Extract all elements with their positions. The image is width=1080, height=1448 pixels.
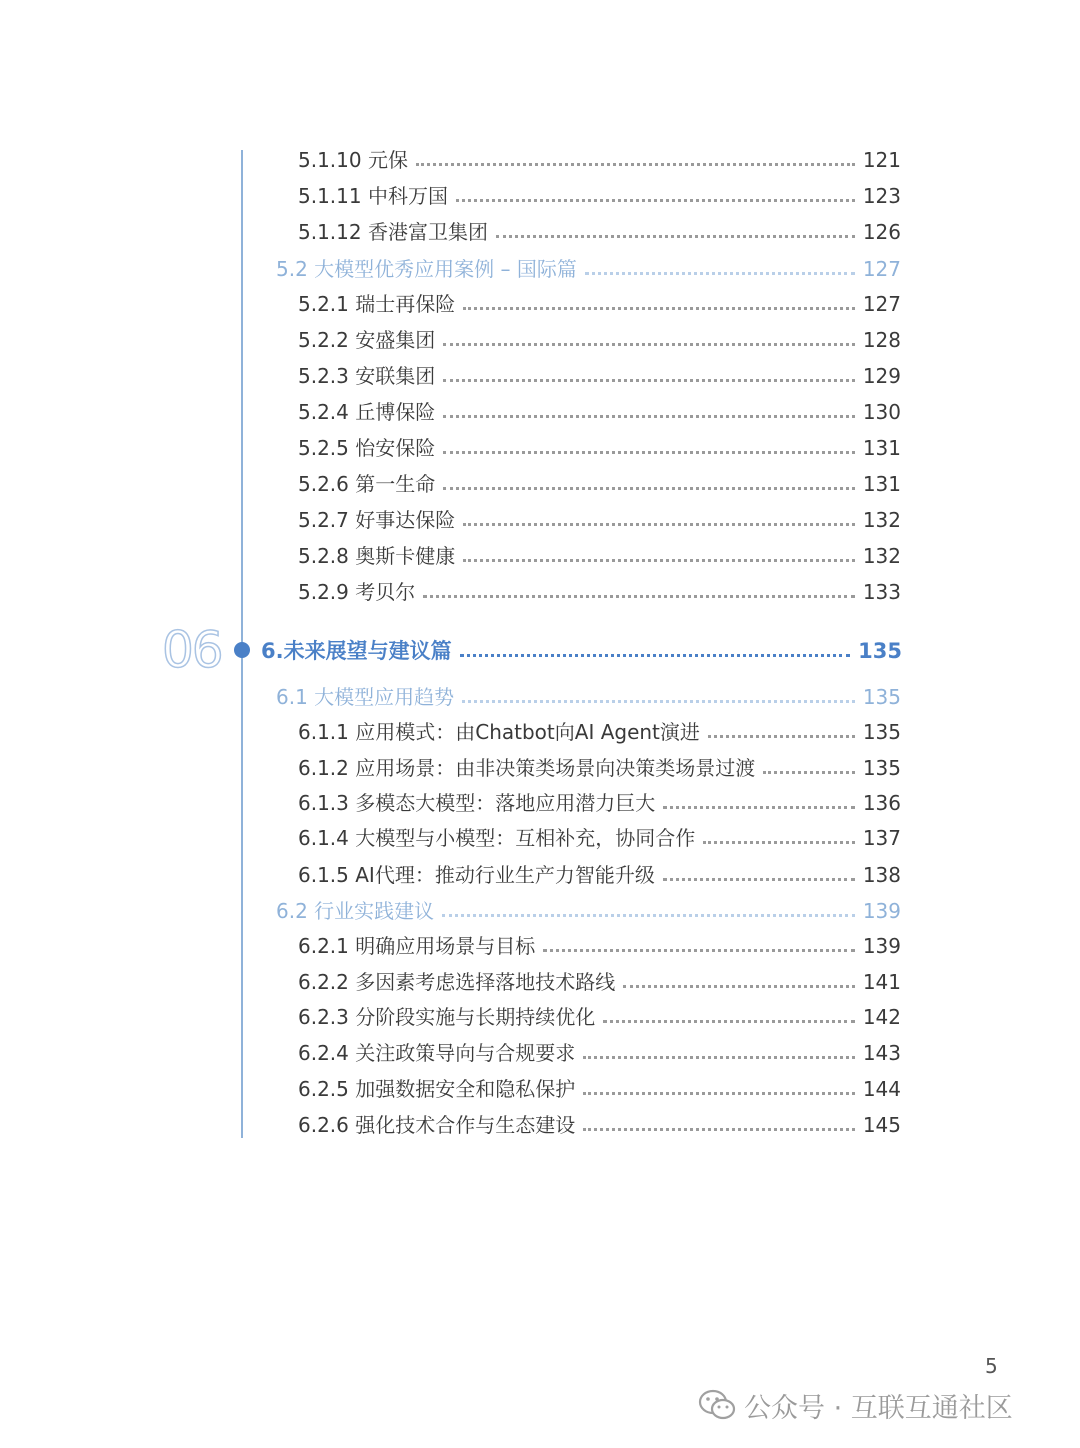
- toc-entry-sub[interactable]: [298, 752, 901, 784]
- dot-leader: [463, 559, 855, 562]
- toc-entry-page: 129: [862, 364, 901, 388]
- dot-leader: [623, 985, 855, 988]
- toc-entry-title: 5.2.2 安盛集团: [298, 328, 436, 352]
- toc-entry-sec[interactable]: [276, 681, 901, 713]
- dot-leader: [763, 771, 855, 774]
- dot-leader: [663, 806, 855, 809]
- toc-entry-title: 5.2.8 奥斯卡健康: [298, 544, 456, 568]
- toc-entry-title: 5.2.7 好事达保险: [298, 508, 456, 532]
- toc-entry-page: 139: [862, 899, 901, 923]
- dot-leader: [496, 235, 855, 238]
- toc-entry-sec[interactable]: [276, 253, 901, 285]
- toc-entry-sub[interactable]: [298, 859, 901, 891]
- toc-entry-sub[interactable]: [298, 1073, 901, 1105]
- dot-leader: [543, 949, 855, 952]
- toc-entry-sub[interactable]: [298, 930, 901, 962]
- toc-entry-page: 135: [862, 720, 901, 744]
- toc-entry-title: 5.2 大模型优秀应用案例 – 国际篇: [276, 257, 577, 281]
- toc-entry-page: 123: [862, 184, 901, 208]
- toc-entry-title: 5.1.12 香港富卫集团: [298, 220, 488, 244]
- dot-leader: [443, 343, 855, 346]
- dot-leader: [708, 735, 855, 738]
- toc-entry-sub[interactable]: [298, 288, 901, 320]
- toc-entry-page: 142: [862, 1005, 901, 1029]
- toc-entry-sub[interactable]: [298, 216, 901, 248]
- toc-entry-page: 138: [862, 863, 901, 887]
- wechat-icon: [698, 1388, 736, 1422]
- toc-entry-title: 6.1 大模型应用趋势: [276, 685, 455, 709]
- toc-entry-title: 5.2.1 瑞士再保险: [298, 292, 456, 316]
- toc-entry-sub[interactable]: [298, 1037, 901, 1069]
- watermark-text: 公众号 · 互联互通社区: [744, 1392, 1013, 1424]
- toc-entry-chap[interactable]: [261, 635, 902, 667]
- toc-entry-title: 5.2.4 丘博保险: [298, 400, 436, 424]
- toc-entry-title: 6.1.3 多模态大模型：落地应用潜力巨大: [298, 791, 656, 815]
- toc-entry-page: 132: [862, 544, 901, 568]
- toc-entry-title: 5.2.3 安联集团: [298, 364, 436, 388]
- toc-entry-page: 141: [862, 970, 901, 994]
- dot-leader: [583, 1092, 855, 1095]
- toc-entry-page: 121: [862, 148, 901, 172]
- watermark: [698, 1385, 1013, 1425]
- toc-entry-page: 132: [862, 508, 901, 532]
- dot-leader: [585, 272, 855, 275]
- toc-entry-page: 139: [862, 934, 901, 958]
- toc-entry-sub[interactable]: [298, 396, 901, 428]
- toc-entry-sub[interactable]: [298, 504, 901, 536]
- dot-leader: [416, 163, 855, 166]
- dot-leader: [462, 700, 855, 703]
- dot-leader: [663, 878, 855, 881]
- toc-entry-page: 131: [862, 472, 901, 496]
- toc-entry-title: 5.2.5 怡安保险: [298, 436, 436, 460]
- toc-entry-sub[interactable]: [298, 1001, 901, 1033]
- toc-entry-title: 6.未来展望与建议篇: [261, 639, 452, 663]
- toc-entry-page: 126: [862, 220, 901, 244]
- toc-entry-sub[interactable]: [298, 822, 901, 854]
- toc-entry-title: 5.2.9 考贝尔: [298, 580, 416, 604]
- toc-entry-page: 133: [862, 580, 901, 604]
- toc-entry-page: 130: [862, 400, 901, 424]
- toc-entry-sub[interactable]: [298, 1109, 901, 1141]
- toc-entry-title: 5.2.6 第一生命: [298, 472, 436, 496]
- toc-entry-sec[interactable]: [276, 895, 901, 927]
- toc-entry-page: 135: [862, 685, 901, 709]
- dot-leader: [703, 841, 855, 844]
- toc-entry-page: 137: [862, 826, 901, 850]
- dot-leader: [463, 307, 855, 310]
- toc-entry-title: 6.2.1 明确应用场景与目标: [298, 934, 536, 958]
- dot-leader: [583, 1128, 855, 1131]
- toc-entry-page: 144: [862, 1077, 901, 1101]
- dot-leader: [443, 415, 855, 418]
- toc-entry-sub[interactable]: [298, 787, 901, 819]
- toc-entry-title: 5.1.10 元保: [298, 148, 408, 172]
- toc-entry-page: 131: [862, 436, 901, 460]
- toc-entry-sub[interactable]: [298, 576, 901, 608]
- dot-leader: [442, 914, 855, 917]
- toc-entry-sub[interactable]: [298, 966, 901, 998]
- dot-leader: [460, 654, 851, 657]
- dot-leader: [443, 379, 855, 382]
- toc-entry-title: 6.2 行业实践建议: [276, 899, 435, 923]
- toc-entry-page: 127: [862, 257, 901, 281]
- dot-leader: [463, 523, 855, 526]
- toc-entry-title: 6.2.3 分阶段实施与长期持续优化: [298, 1005, 596, 1029]
- toc-entry-page: 145: [862, 1113, 901, 1137]
- chapter-number: 06: [162, 621, 222, 679]
- dot-leader: [443, 487, 855, 490]
- toc-entry-title: 6.1.5 AI代理：推动行业生产力智能升级: [298, 863, 655, 887]
- toc-entry-page: 128: [862, 328, 901, 352]
- toc-entry-sub[interactable]: [298, 324, 901, 356]
- dot-leader: [603, 1020, 855, 1023]
- page-number: 5: [985, 1354, 998, 1378]
- toc-entry-sub[interactable]: [298, 432, 901, 464]
- toc-entry-title: 5.1.11 中科万国: [298, 184, 448, 208]
- toc-entry-title: 6.1.1 应用模式：由Chatbot向AI Agent演进: [298, 720, 700, 744]
- toc-entry-title: 6.2.5 加强数据安全和隐私保护: [298, 1077, 576, 1101]
- dot-leader: [443, 451, 855, 454]
- toc-entry-title: 6.1.2 应用场景：由非决策类场景向决策类场景过渡: [298, 756, 756, 780]
- toc-entry-page: 127: [862, 292, 901, 316]
- toc-entry-sub[interactable]: [298, 360, 901, 392]
- toc-entry-page: 135: [862, 756, 901, 780]
- toc-entry-title: 6.2.6 强化技术合作与生态建设: [298, 1113, 576, 1137]
- chapter-bullet-icon: [234, 642, 250, 658]
- toc-entry-title: 6.1.4 大模型与小模型：互相补充，协同合作: [298, 826, 696, 850]
- toc-entry-page: 143: [862, 1041, 901, 1065]
- dot-leader: [583, 1056, 855, 1059]
- toc-entry-page: 136: [862, 791, 901, 815]
- toc-entry-sub[interactable]: [298, 468, 901, 500]
- toc-entry-page: 135: [858, 639, 902, 663]
- dot-leader: [456, 199, 855, 202]
- toc-entry-title: 6.2.2 多因素考虑选择落地技术路线: [298, 970, 616, 994]
- toc-entry-sub[interactable]: [298, 144, 901, 176]
- dot-leader: [423, 595, 855, 598]
- toc-entry-sub[interactable]: [298, 716, 901, 748]
- toc-entry-title: 6.2.4 关注政策导向与合规要求: [298, 1041, 576, 1065]
- toc-entry-sub[interactable]: [298, 180, 901, 212]
- toc-entry-sub[interactable]: [298, 540, 901, 572]
